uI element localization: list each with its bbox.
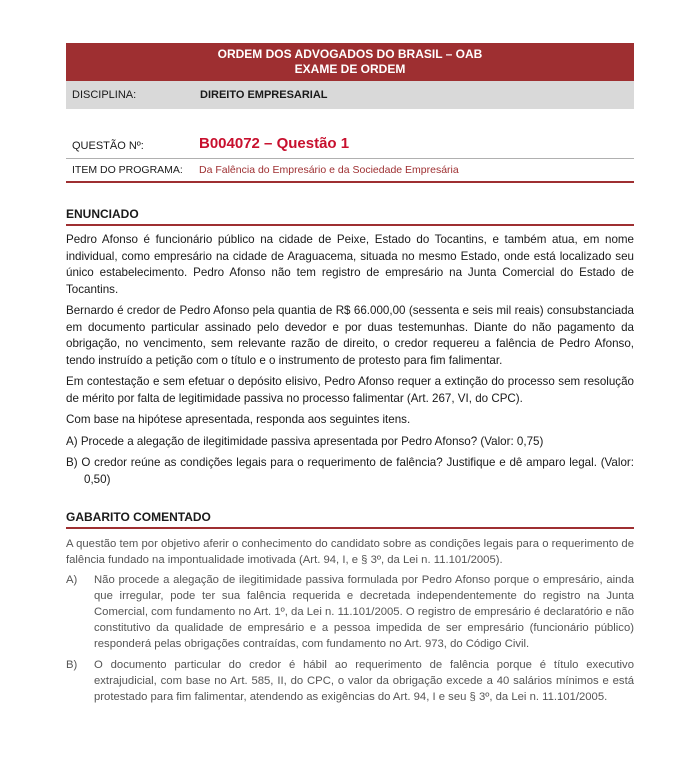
header-title: ORDEM DOS ADVOGADOS DO BRASIL – OAB bbox=[217, 47, 483, 61]
program-item-value: Da Falência do Empresário e da Sociedade Empresária bbox=[199, 164, 459, 176]
enunciado-body bbox=[66, 232, 634, 493]
discipline-value: DIREITO EMPRESARIAL bbox=[200, 89, 328, 101]
program-item-label: ITEM DO PROGRAMA: bbox=[72, 164, 183, 176]
gabarito-item-b-text: O documento particular do credor é hábil ao requerimento de falência porque é título executivo extrajudicial, com base no Art. 585, II, do CPC, o valor da obrigação excede a 40 salários mínimos e está protestado para fim falimentar, atendendo as exigências do Art. 94, I e seu § 3º, da Lei n. 11.101/2005. bbox=[94, 659, 634, 703]
gabarito-item-a bbox=[66, 572, 634, 652]
question-label: QUESTÃO Nº: bbox=[72, 140, 144, 152]
program-item-row bbox=[66, 159, 634, 183]
question-row bbox=[66, 133, 634, 159]
gabarito-item-b bbox=[66, 657, 634, 705]
question-item-b: B) O credor reúne as condições legais para o requerimento de falência? Justifique e dê amparo legal. (Valor: 0,50) bbox=[66, 456, 634, 486]
gabarito-item-a-marker: A) bbox=[66, 574, 78, 586]
discipline-label: DISCIPLINA: bbox=[72, 89, 137, 101]
question-item-a: A) Procede a alegação de ilegitimidade passiva apresentada por Pedro Afonso? (Valor: 0,75) bbox=[66, 434, 544, 448]
enunciado-paragraph-1: Pedro Afonso é funcionário público na cidade de Peixe, Estado do Tocantins, e também atua, em nome individual, como empresário na cidade de Araguacema, situada no mesmo Estado, onde está localizado seu único estabelecimento. Pedro Afonso não tem registro de empresário na Junta Comercial do Estado de Tocantins. bbox=[66, 233, 634, 296]
exam-header bbox=[66, 43, 634, 81]
question-value: B004072 – Questão 1 bbox=[199, 135, 350, 152]
enunciado-paragraph-4: Com base na hipótese apresentada, responda aos seguintes itens. bbox=[66, 413, 411, 426]
header-subtitle: EXAME DE ORDEM bbox=[294, 62, 406, 76]
gabarito-body bbox=[66, 536, 634, 710]
discipline-row bbox=[66, 81, 634, 109]
gabarito-title: GABARITO COMENTADO bbox=[66, 510, 634, 529]
enunciado-paragraph-3: Em contestação e sem efetuar o depósito elisivo, Pedro Afonso requer a extinção do processo sem resolução de mérito por falta de legitimidade passiva no processo falimentar (Art. 267, VI, do CPC). bbox=[66, 375, 634, 405]
enunciado-paragraph-2: Bernardo é credor de Pedro Afonso pela quantia de R$ 66.000,00 (sessenta e seis mil reais) consubstanciada em documento particular assinado pelo devedor e por duas testemunhas. Diante do não pagamento da obrigação, no vencimento, sem relevante razão de direito, o credor requereu a falência de Pedro Afonso, tendo instruído a petição com o título e o instrumento de protesto para fim falimentar. bbox=[66, 304, 634, 367]
gabarito-item-a-text: Não procede a alegação de ilegitimidade passiva formulada por Pedro Afonso porque o empresário, ainda que irregular, pode ter sua falência requerida e decretada independentemente do registro na Junta Comercial, com fundamento no Art. 1º, da Lei n. 11.101/2005. O registro de empresário é declaratório e não constitutivo da qualidade de empresário e a pessoa impedida de ser empresário (funcionário público) responderá pelas obrigações contraídas, com fundamento no Art. 973, do Código Civil. bbox=[94, 574, 634, 650]
gabarito-item-b-marker: B) bbox=[66, 659, 78, 671]
gabarito-intro: A questão tem por objetivo aferir o conhecimento do candidato sobre as condições legais para o requerimento de falência fundado na impontualidade imotivada (Art. 94, I, e § 3º, da Lei n. 11.101/2005). bbox=[66, 538, 634, 566]
enunciado-title: ENUNCIADO bbox=[66, 207, 634, 226]
